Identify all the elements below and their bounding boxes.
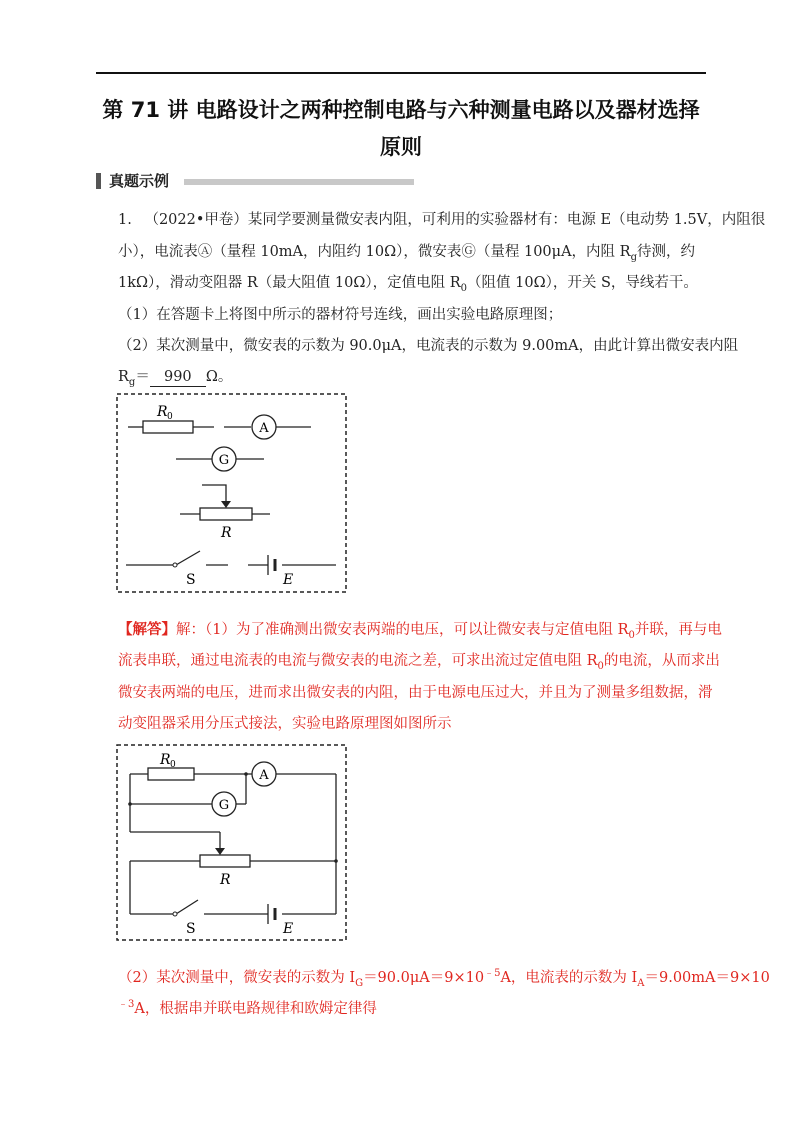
ia-subscript: A <box>637 977 645 989</box>
question-text-3a: 1kΩ），滑动变阻器 R（最大阻值 10Ω），定值电阻 R <box>118 275 461 291</box>
solution-part2-c: A，电流表的示数为 I <box>500 970 638 986</box>
answer-unit: Ω。 <box>205 369 233 385</box>
solution-line-3: 微安表两端的电压，进而求出微安表的内阻，由于电源电压过大，并且为了测量多组数据，滑 <box>118 685 713 701</box>
question-part-2: （2）某次测量中，微安表的示数为 90.0μA，电流表的示数为 9.00mA，由此计算出微安表内阻 <box>118 338 739 354</box>
answer-equals: ＝ <box>135 369 150 385</box>
label-switch: S <box>186 572 196 588</box>
solution-r0-sub-1: 0 <box>628 629 635 641</box>
label-rheostat-2: R <box>220 872 231 888</box>
solution-line-4: 动变阻器采用分压式接法，实验电路原理图如图所示 <box>118 716 452 732</box>
rg-subscript: g <box>630 251 637 263</box>
page-title <box>96 92 706 166</box>
solution-part2-e: A，根据串并联电路规律和欧姆定律得 <box>134 1001 377 1017</box>
rheostat-symbol-2 <box>200 855 250 867</box>
r0-subscript: 0 <box>460 282 468 294</box>
slider-arrow <box>221 501 231 508</box>
title-line-1: 第 71 讲 电路设计之两种控制电路与六种测量电路以及器材选择 <box>102 98 700 122</box>
solution-text-1-tail: 并联，再与电 <box>634 622 722 638</box>
solution-text-2a: 流表串联，通过电流表的电流与微安表的电流之差，可求出流过定值电阻 R <box>118 653 598 669</box>
junction-dot <box>128 802 132 806</box>
label-r0: R <box>157 404 168 420</box>
section-header <box>96 171 426 191</box>
label-r0-2: R <box>160 752 171 768</box>
header-rule <box>96 72 706 74</box>
solution-line-2 <box>118 651 720 671</box>
ig-subscript: G <box>355 977 364 989</box>
label-galvanometer: G <box>218 453 230 468</box>
label-r0-sub: 0 <box>167 412 173 422</box>
question-text-1: （2022•甲卷）某同学要测量微安表内阻，可利用的实验器材有：电源 E（电动势 1.5V，内阻很 <box>144 212 766 228</box>
section-marker <box>96 173 101 189</box>
solution-line-1 <box>118 620 722 640</box>
question-line-1 <box>118 210 765 230</box>
label-source-2: E <box>283 921 294 937</box>
question-number: 1. <box>118 212 132 228</box>
rheostat-symbol <box>200 508 252 520</box>
answer-symbol: R <box>118 369 129 385</box>
label-galvanometer-2: G <box>218 798 230 813</box>
label-switch-2: S <box>186 921 196 937</box>
label-r0-sub-2: 0 <box>170 760 176 770</box>
exponent-2: ﹣3 <box>118 999 135 1011</box>
circuit-figure-solution <box>116 744 348 942</box>
solution-r0-sub-2: 0 <box>597 660 604 672</box>
question-part-1: （1）在答题卡上将图中所示的器材符号连线，画出实验电路原理图； <box>118 307 563 323</box>
figure-frame <box>117 394 346 592</box>
solution-part2-b: ＝90.0μA＝9×10 <box>363 970 485 986</box>
answer-subscript: g <box>128 376 136 388</box>
resistor-r0-symbol <box>143 421 193 433</box>
section-underline <box>184 179 414 185</box>
question-line-2 <box>118 242 695 262</box>
label-ammeter-2: A <box>259 768 269 783</box>
circuit-figure-components <box>116 393 348 595</box>
answer-line <box>118 367 232 387</box>
label-ammeter: A <box>259 421 269 436</box>
question-text-2-tail: 待测，约 <box>636 244 695 260</box>
label-rheostat: R <box>221 525 232 541</box>
label-source: E <box>283 572 294 588</box>
exponent-1: ﹣5 <box>484 968 501 980</box>
slider-arrow-2 <box>215 848 225 855</box>
question-text-2: 小），电流表Ⓐ（量程 10mA，内阻约 10Ω），微安表Ⓖ（量程 100μA，内阻 R <box>118 244 631 260</box>
solution-tag: 【解答】 <box>118 621 176 638</box>
junction-dot <box>334 859 338 863</box>
solution-text-1: 解：（1）为了准确测出微安表两端的电压，可以让微安表与定值电阻 R <box>176 622 629 638</box>
question-line-3 <box>118 273 698 293</box>
title-line-2: 原则 <box>380 135 422 159</box>
question-text-3b: （阻值 10Ω），开关 S，导线若干。 <box>467 275 698 291</box>
junction-dot <box>244 772 248 776</box>
solution-text-2b: 的电流，从而求出 <box>603 653 720 669</box>
solution-part2-d: ＝9.00mA＝9×10 <box>644 970 770 986</box>
solution-part-2-line-1 <box>118 968 770 988</box>
switch-symbol-2 <box>176 900 198 914</box>
solution-part2-a: （2）某次测量中，微安表的示数为 I <box>118 970 356 986</box>
solution-part-2-line-2 <box>118 999 377 1019</box>
section-label: 真题示例 <box>109 172 170 190</box>
switch-symbol <box>176 551 200 565</box>
answer-blank: 990 <box>150 369 206 387</box>
